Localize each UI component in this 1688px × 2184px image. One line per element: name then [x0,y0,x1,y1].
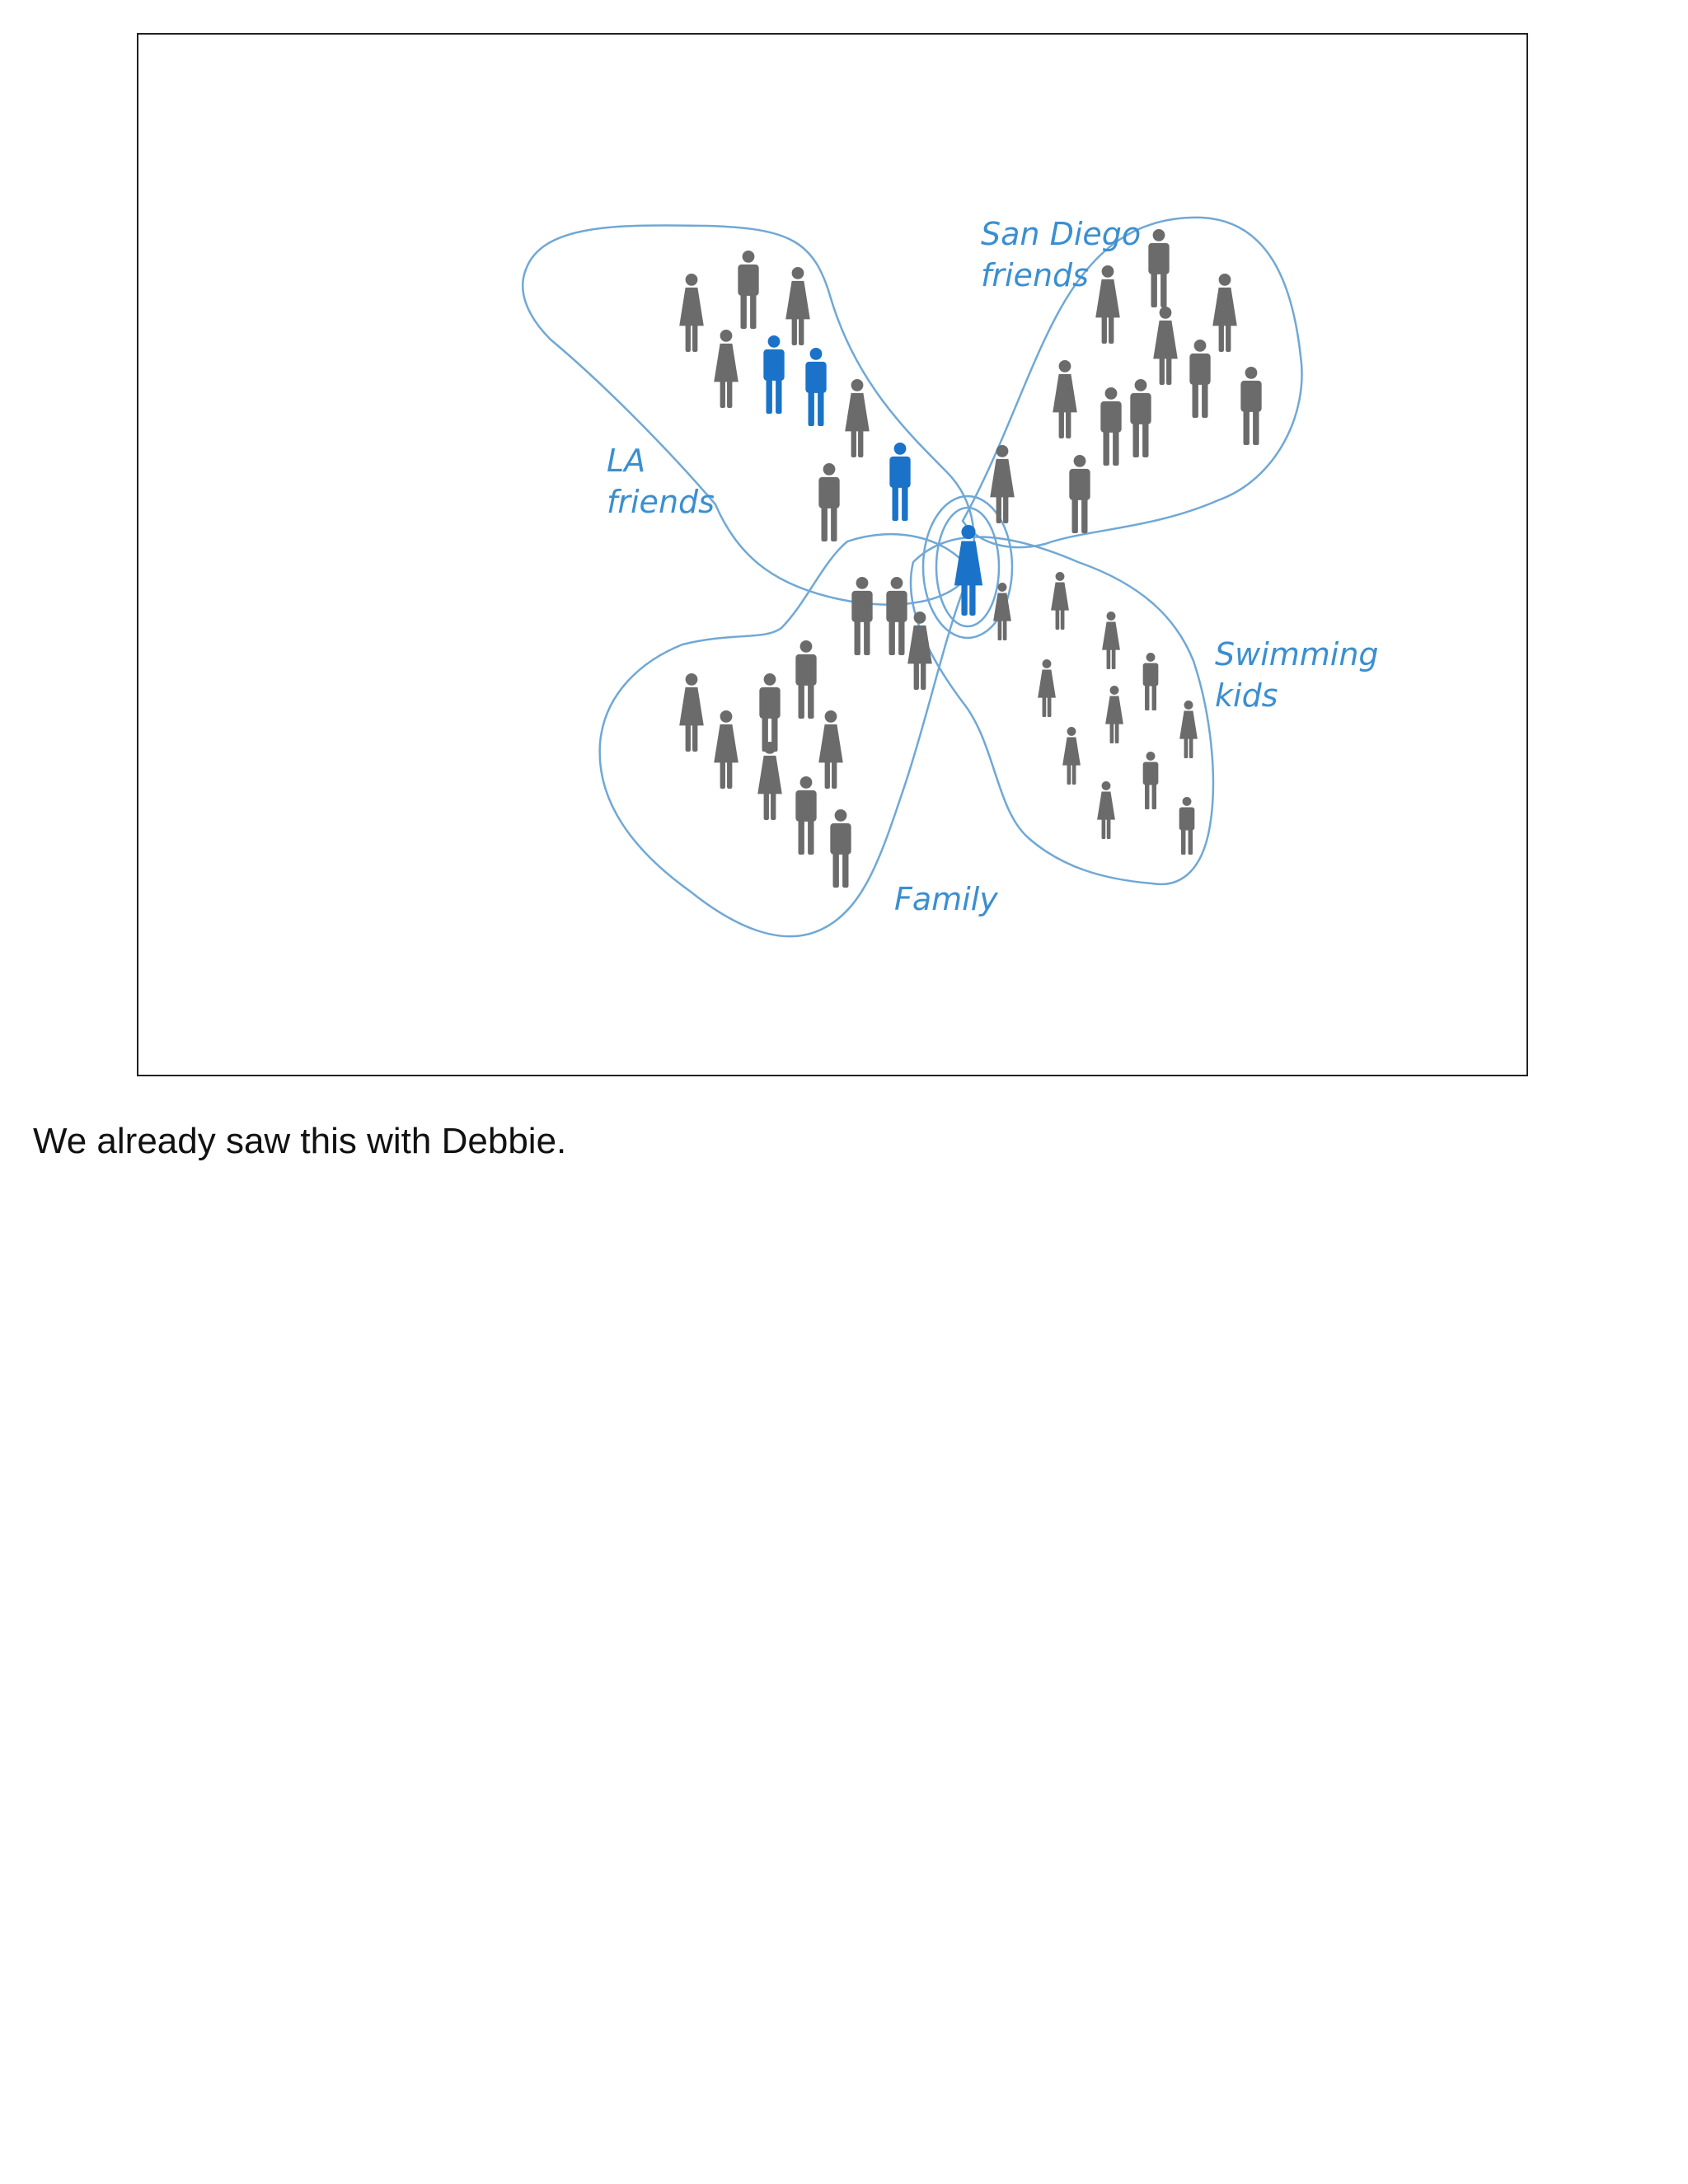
man-icon [1143,653,1159,710]
man-icon [889,443,910,521]
woman-icon [1095,265,1120,344]
woman-icon [785,267,810,345]
man-icon [1189,340,1210,418]
swimming-kids-people [993,572,1198,855]
man-icon [795,776,816,855]
la-friends-label [607,443,715,520]
woman-icon [1212,274,1237,352]
woman-icon [714,710,738,789]
man-icon [1240,367,1261,445]
woman-icon [907,612,932,690]
san-diego-friends-label-line-1: San Diego [981,216,1142,252]
woman-icon [1153,307,1178,385]
woman-icon [1053,360,1077,438]
man-icon [738,251,758,329]
man-icon [1179,797,1195,855]
swimming-kids-label-line-2: kids [1215,677,1278,714]
man-icon [795,640,816,719]
man-icon [830,809,851,888]
swimming-kids-label [1215,636,1389,714]
woman-icon [679,274,704,352]
family-label-line-1: Family [894,881,998,917]
man-icon [886,577,907,655]
man-icon [1069,455,1090,533]
san-diego-friends-label [981,216,1151,293]
woman-icon [679,673,704,752]
family-label [894,881,998,917]
social-groups-diagram [138,35,1526,1075]
woman-icon [757,742,782,820]
man-icon [1100,387,1121,466]
caption-text: We already saw this with Debbie. [33,1121,567,1161]
woman-icon [1038,659,1056,717]
woman-icon [1062,727,1081,785]
woman-icon [1102,612,1120,669]
woman-icon [714,330,738,408]
family-people [679,577,932,888]
man-icon [759,673,780,752]
woman-icon [845,379,870,457]
swimming-kids-label-line-1: Swimming [1215,636,1379,673]
woman-icon [1105,686,1123,743]
man-icon [805,348,826,426]
la-friends-label-line-1: LA [607,443,646,479]
slide-frame [137,33,1528,1076]
woman-icon [1097,781,1115,839]
man-icon [851,577,872,655]
woman-icon [1179,701,1198,758]
family-outline [600,534,971,936]
woman-icon [818,710,843,789]
man-icon [1148,229,1169,307]
man-icon [818,463,839,541]
san-diego-friends-label-line-2: friends [981,257,1089,293]
la-friends-label-line-2: friends [607,484,715,520]
man-icon [763,335,784,414]
woman-icon [1051,572,1069,630]
man-icon [1130,379,1151,457]
man-icon [1143,752,1159,809]
